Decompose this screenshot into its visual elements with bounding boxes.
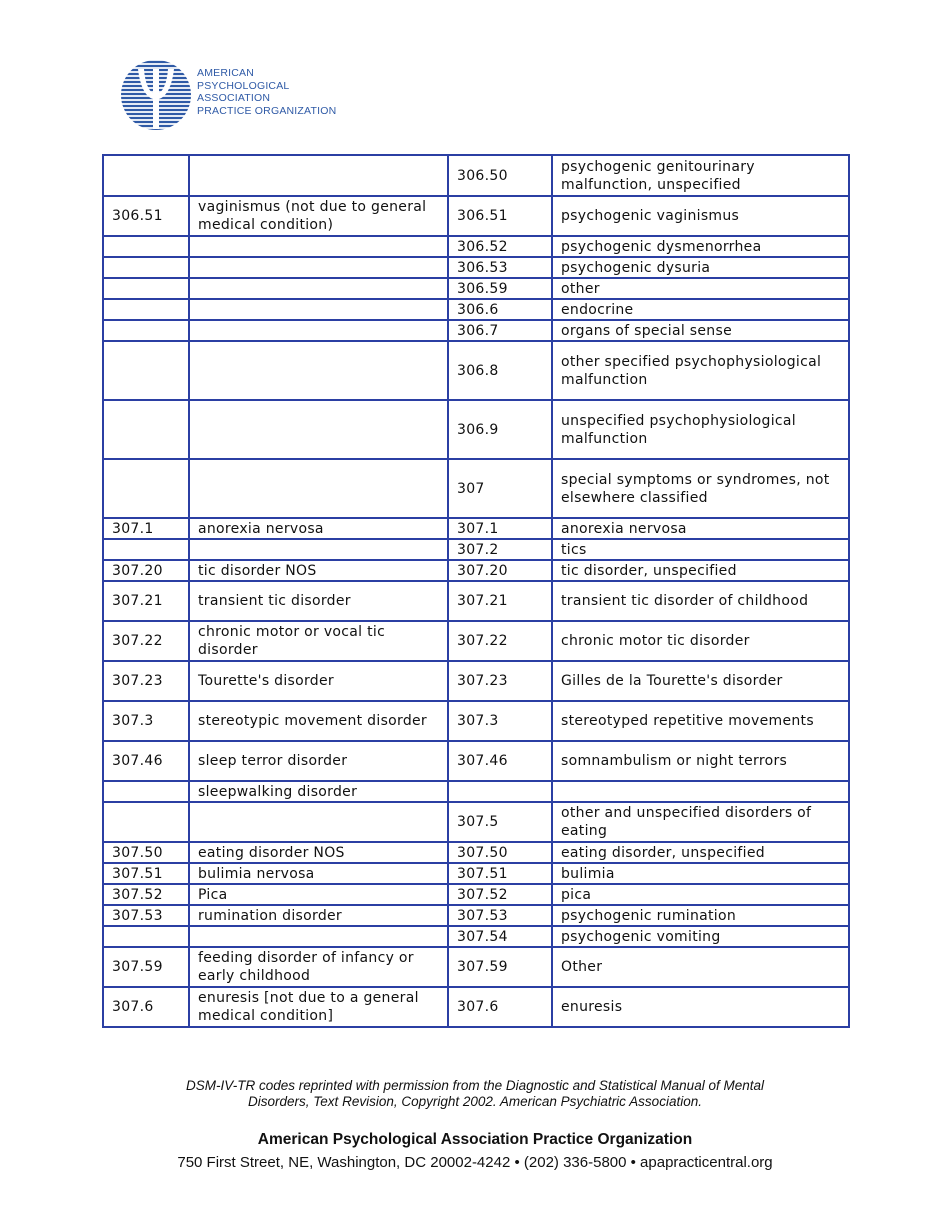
table-row — [103, 987, 849, 1027]
dsm-code-cell — [103, 257, 189, 278]
dsm-description-cell: stereotypic movement disorder — [189, 701, 448, 741]
table-row — [103, 560, 849, 581]
table-row — [103, 842, 849, 863]
icd-description-cell: anorexia nervosa — [552, 518, 849, 539]
logo-line: PRACTICE ORGANIZATION — [197, 104, 337, 117]
icd-description-cell: special symptoms or syndromes, not elsewhere classified — [552, 459, 849, 518]
dsm-description-cell: transient tic disorder — [189, 581, 448, 621]
dsm-description-cell — [189, 459, 448, 518]
logo-line: AMERICAN — [197, 67, 255, 79]
dsm-code-cell — [103, 236, 189, 257]
icd-description-cell — [552, 781, 849, 802]
dsm-code-cell: 307.50 — [103, 842, 189, 863]
dsm-code-cell — [103, 926, 189, 947]
icd-code-cell: 307.6 — [448, 987, 552, 1027]
dsm-description-cell — [189, 400, 448, 459]
dsm-code-cell: 307.23 — [103, 661, 189, 701]
icd-code-cell: 306.53 — [448, 257, 552, 278]
copyright-note-line: DSM-IV-TR codes reprinted with permission from the Diagnostic and Statistical Manual of Mental — [186, 1078, 764, 1093]
table-row — [103, 661, 849, 701]
dsm-code-cell — [103, 400, 189, 459]
icd-description-cell: other — [552, 278, 849, 299]
dsm-code-cell — [103, 155, 189, 196]
icd-description-cell: psychogenic dysmenorrhea — [552, 236, 849, 257]
icd-description-cell: psychogenic vaginismus — [552, 196, 849, 236]
dsm-description-cell — [189, 539, 448, 560]
icd-description-cell: eating disorder, unspecified — [552, 842, 849, 863]
icd-description-cell: tics — [552, 539, 849, 560]
copyright-note-line: Disorders, Text Revision, Copyright 2002. American Psychiatric Association. — [248, 1094, 702, 1109]
dsm-description-cell: Pica — [189, 884, 448, 905]
dsm-code-cell: 307.20 — [103, 560, 189, 581]
icd-code-cell: 307.3 — [448, 701, 552, 741]
icd-code-cell: 307.52 — [448, 884, 552, 905]
dsm-code-cell — [103, 802, 189, 842]
table-row — [103, 196, 849, 236]
icd-code-cell: 306.8 — [448, 341, 552, 400]
icd-description-cell: chronic motor tic disorder — [552, 621, 849, 661]
icd-description-cell: endocrine — [552, 299, 849, 320]
dsm-description-cell — [189, 320, 448, 341]
dsm-code-cell: 307.3 — [103, 701, 189, 741]
icd-code-cell: 307.51 — [448, 863, 552, 884]
icd-code-cell: 306.59 — [448, 278, 552, 299]
icd-code-cell: 307.50 — [448, 842, 552, 863]
dsm-description-cell: rumination disorder — [189, 905, 448, 926]
icd-description-cell: tic disorder, unspecified — [552, 560, 849, 581]
icd-description-cell: psychogenic vomiting — [552, 926, 849, 947]
icd-code-cell: 307.2 — [448, 539, 552, 560]
icd-code-cell: 307.20 — [448, 560, 552, 581]
icd-description-cell: psychogenic dysuria — [552, 257, 849, 278]
table-row — [103, 741, 849, 781]
dsm-description-cell: Tourette's disorder — [189, 661, 448, 701]
dsm-code-cell — [103, 781, 189, 802]
dsm-description-cell — [189, 926, 448, 947]
icd-description-cell: Gilles de la Tourette's disorder — [552, 661, 849, 701]
apa-practice-logo — [120, 57, 350, 133]
dsm-description-cell: bulimia nervosa — [189, 863, 448, 884]
icd-code-cell — [448, 781, 552, 802]
dsm-description-cell — [189, 236, 448, 257]
apa-psi-emblem-icon — [120, 57, 192, 133]
dsm-description-cell: feeding disorder of infancy or early childhood — [189, 947, 448, 987]
dsm-code-cell — [103, 539, 189, 560]
table-row — [103, 236, 849, 257]
table-row — [103, 947, 849, 987]
icd-code-cell: 306.7 — [448, 320, 552, 341]
table-row — [103, 884, 849, 905]
dsm-code-cell: 307.53 — [103, 905, 189, 926]
icd-description-cell: Other — [552, 947, 849, 987]
dsm-description-cell: chronic motor or vocal tic disorder — [189, 621, 448, 661]
icd-description-cell: organs of special sense — [552, 320, 849, 341]
icd-description-cell: pica — [552, 884, 849, 905]
icd-description-cell: transient tic disorder of childhood — [552, 581, 849, 621]
dsm-code-cell: 307.46 — [103, 741, 189, 781]
table-row — [103, 926, 849, 947]
dsm-description-cell: eating disorder NOS — [189, 842, 448, 863]
dsm-code-cell: 307.51 — [103, 863, 189, 884]
dsm-description-cell — [189, 257, 448, 278]
table-row — [103, 320, 849, 341]
table-row — [103, 539, 849, 560]
copyright-note — [100, 1078, 850, 1110]
icd-description-cell: psychogenic rumination — [552, 905, 849, 926]
table-row — [103, 863, 849, 884]
organization-address: 750 First Street, NE, Washington, DC 20002-4242 • (202) 336-5800 • apapracticentral.org — [177, 1154, 773, 1171]
icd-code-cell: 306.6 — [448, 299, 552, 320]
dsm-description-cell: anorexia nervosa — [189, 518, 448, 539]
dsm-description-cell — [189, 155, 448, 196]
dsm-description-cell: sleep terror disorder — [189, 741, 448, 781]
dsm-description-cell — [189, 802, 448, 842]
dsm-description-cell — [189, 299, 448, 320]
logo-line: ASSOCIATION — [197, 92, 271, 104]
icd-code-cell: 307.1 — [448, 518, 552, 539]
dsm-code-cell: 307.22 — [103, 621, 189, 661]
icd-code-cell: 306.9 — [448, 400, 552, 459]
dsm-description-cell: tic disorder NOS — [189, 560, 448, 581]
dsm-code-cell: 307.52 — [103, 884, 189, 905]
dsm-description-cell — [189, 341, 448, 400]
dsm-code-cell: 307.59 — [103, 947, 189, 987]
icd-code-cell: 306.52 — [448, 236, 552, 257]
dsm-icd-code-table — [102, 154, 850, 1028]
dsm-description-cell: enuresis [not due to a general medical condition] — [189, 987, 448, 1027]
table-row — [103, 621, 849, 661]
logo-wordmark — [197, 67, 336, 117]
table-row — [103, 781, 849, 802]
dsm-code-cell: 307.6 — [103, 987, 189, 1027]
icd-description-cell: other and unspecified disorders of eating — [552, 802, 849, 842]
dsm-description-cell: sleepwalking disorder — [189, 781, 448, 802]
dsm-code-cell — [103, 278, 189, 299]
icd-code-cell: 307.5 — [448, 802, 552, 842]
icd-description-cell: enuresis — [552, 987, 849, 1027]
icd-code-cell: 307.53 — [448, 905, 552, 926]
table-row — [103, 299, 849, 320]
table-row — [103, 278, 849, 299]
table-row — [103, 341, 849, 400]
icd-code-cell: 307 — [448, 459, 552, 518]
logo-line: PSYCHOLOGICAL — [197, 79, 290, 92]
icd-code-cell: 307.54 — [448, 926, 552, 947]
icd-description-cell: unspecified psychophysiological malfunction — [552, 400, 849, 459]
icd-description-cell: psychogenic genitourinary malfunction, unspecified — [552, 155, 849, 196]
icd-code-cell: 307.21 — [448, 581, 552, 621]
dsm-code-cell — [103, 341, 189, 400]
icd-code-cell: 307.46 — [448, 741, 552, 781]
organization-name: American Psychological Association Practice Organization — [257, 1131, 693, 1148]
icd-description-cell: somnambulism or night terrors — [552, 741, 849, 781]
icd-code-cell: 307.22 — [448, 621, 552, 661]
icd-code-cell: 306.50 — [448, 155, 552, 196]
dsm-code-cell — [103, 299, 189, 320]
table-row — [103, 400, 849, 459]
table-row — [103, 459, 849, 518]
table-row — [103, 905, 849, 926]
dsm-code-cell — [103, 320, 189, 341]
table-row — [103, 581, 849, 621]
icd-description-cell: bulimia — [552, 863, 849, 884]
dsm-description-cell: vaginismus (not due to general medical condition) — [189, 196, 448, 236]
icd-code-cell: 307.59 — [448, 947, 552, 987]
icd-description-cell: stereotyped repetitive movements — [552, 701, 849, 741]
dsm-code-cell: 306.51 — [103, 196, 189, 236]
table-row — [103, 155, 849, 196]
table-row — [103, 802, 849, 842]
dsm-code-cell — [103, 459, 189, 518]
icd-description-cell: other specified psychophysiological malfunction — [552, 341, 849, 400]
icd-code-cell: 307.23 — [448, 661, 552, 701]
dsm-code-cell: 307.21 — [103, 581, 189, 621]
icd-code-cell: 306.51 — [448, 196, 552, 236]
table-row — [103, 518, 849, 539]
table-row — [103, 701, 849, 741]
table-row — [103, 257, 849, 278]
dsm-code-cell: 307.1 — [103, 518, 189, 539]
dsm-description-cell — [189, 278, 448, 299]
